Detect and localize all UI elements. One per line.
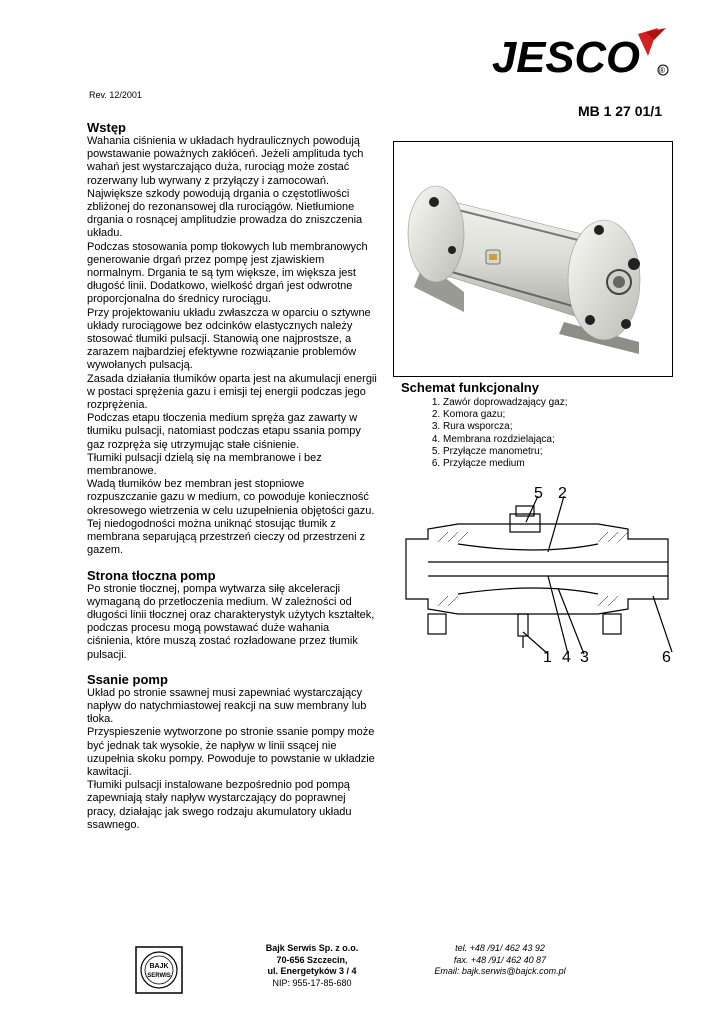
cross-section-drawing	[398, 484, 676, 664]
paragraph: Przyspieszenie wytworzone po stronie ssanie pompy może być jednak tak wysokie, że napływ w linii ssącej nie uzupełnia skoku pompy. Powoduje to powstanie w układzie kawitacji.	[87, 726, 375, 778]
paragraph: Wadą tłumików bez membran jest stopniowe rozpuszczanie gazu w medium, co powoduje konieczność okresowego wietrzenia w celu uzupełnienia objętości gazu.	[87, 478, 375, 517]
registered-mark: ®	[659, 66, 665, 75]
jesco-logo-text: JESCO	[492, 33, 640, 82]
list-item: 6. Przyłącze medium	[443, 458, 671, 470]
nip: NIP: 955-17-85-680	[272, 977, 352, 988]
pulsation-damper-illustration	[394, 142, 672, 376]
footer-address	[238, 943, 386, 989]
fax: fax. +48 /91/ 462 40 87	[453, 954, 547, 965]
jesco-logo	[488, 26, 678, 82]
bajk-logo-top: BAJK	[149, 963, 169, 970]
schemat-list	[401, 397, 671, 470]
paragraph: Przy projektowaniu układu zwłaszcza w oparciu o sztywne układy rurociągowe bez odcinków elastycznych należy stosować tłumiki pulsacji. Stanowią one najprostsze, a zarazem najbardziej efektywne rozwiązanie problemów wywołanych pulsacją.	[87, 306, 371, 372]
paragraph: Zasada działania tłumików oparta jest na akumulacji energii w postaci sprężenia gazu i emisji tej energii podczas jego rozprężenia.	[87, 372, 377, 412]
section-title: Ssanie pomp	[87, 671, 168, 687]
list-item: 3. Rura wsporcza;	[443, 421, 671, 433]
drawing-label-1: 1	[543, 649, 552, 664]
list-item: 1. Zawór doprowadzający gaz;	[443, 397, 671, 409]
phone: tel. +48 /91/ 462 43 92	[455, 943, 545, 953]
drawing-label-4: 4	[562, 649, 571, 664]
drawing-label-5: 5	[534, 485, 543, 502]
drawing-label-6: 6	[662, 649, 671, 664]
list-item: 5. Przyłącze manometru;	[443, 446, 671, 458]
section-strona-tloczna	[87, 568, 377, 662]
drawing-label-3: 3	[580, 649, 589, 664]
paragraph: Tłumiki pulsacji instalowane bezpośrednio pod pompą zapewniają stały napływ wystarczający do poprawnej pracy, działając jak swego rodzaju akumulatory układu ssawnego.	[87, 779, 352, 831]
paragraph: Podczas stosowania pomp tłokowych lub membranowych generowanie drgań przez pompę jest zjawiskiem normalnym. Drgania te są tym większe, im większa jest długość linii. Dodatkowo, wielkość drgań jest odwrotne proporcjonalna do średnicy rurociągu.	[87, 240, 368, 306]
list-item: 2. Komora gazu;	[443, 409, 671, 421]
paragraph: Tłumiki pulsacji dzielą się na membranowe i bez membranowe.	[87, 451, 322, 478]
paragraph: Układ po stronie ssawnej musi zapewniać wystarczający napływ do natychmiastowej reakcji na suw membrany lub tłoka.	[87, 686, 367, 726]
left-column	[87, 120, 377, 842]
product-photo-frame	[393, 141, 673, 377]
revision: Rev. 12/2001	[89, 90, 142, 100]
paragraph: Podczas etapu tłoczenia medium spręża gaz zawarty w tłumiku pulsacji, natomiast podczas etapu ssania pompy gaz rozpręża się utrzymując stałe ciśnienie.	[87, 412, 361, 451]
paragraph: Wahania ciśnienia w układach hydraulicznych powodują powstawanie poważnych zakłóceń. Jeżeli amplituda tych wahań jest wystarczająco duża, rurociąg może zostać rozerwany lub wyrwany z przyłączy i zamocowań. Największe szkody powodują drgania o częstotliwości zbliżonej do rezonansowej dla rurociągów. Nietłumione drgania o rosnącej amplitudzie prowadza do zniszczenia układu.	[87, 135, 364, 240]
list-item: 4. Membrana rozdzielająca;	[443, 434, 671, 446]
section-ssanie	[87, 672, 377, 832]
section-wstep	[87, 120, 377, 558]
postal-code: 70-656 Szczecin,	[276, 954, 348, 965]
company-name: Bajk Serwis Sp. z o.o.	[265, 943, 359, 953]
paragraph: Po stronie tłocznej, pompa wytwarza siłę akceleracji wymaganą do przetłoczenia medium. W zależności od długości linii tłocznej oraz charakterystyk użytych kształtek, podczas procesu mogą powstawać duże wahania ciśnienia, które muszą zostać rozładowane przez tłumik pulsacji.	[87, 582, 375, 661]
schemat-section	[401, 380, 671, 470]
bajk-serwis-logo	[134, 945, 184, 995]
footer-contact	[400, 943, 600, 978]
section-title: Wstęp	[87, 120, 126, 135]
document-number: MB 1 27 01/1	[577, 103, 662, 119]
section-title: Strona tłoczna pomp	[87, 567, 216, 583]
drawing-label-2: 2	[558, 485, 567, 502]
bajk-logo-bottom: SERWIS	[147, 973, 171, 979]
email: Email: bajk.serwis@bajck.com.pl	[434, 966, 566, 976]
street: ul. Energetyków 3 / 4	[267, 966, 357, 976]
schemat-title: Schemat funkcjonalny	[401, 380, 539, 395]
paragraph: Tej niedogodności można uniknąć stosując tłumik z membrana separującą przestrzeń cieczy od przestrzeni z gazem.	[87, 517, 366, 557]
